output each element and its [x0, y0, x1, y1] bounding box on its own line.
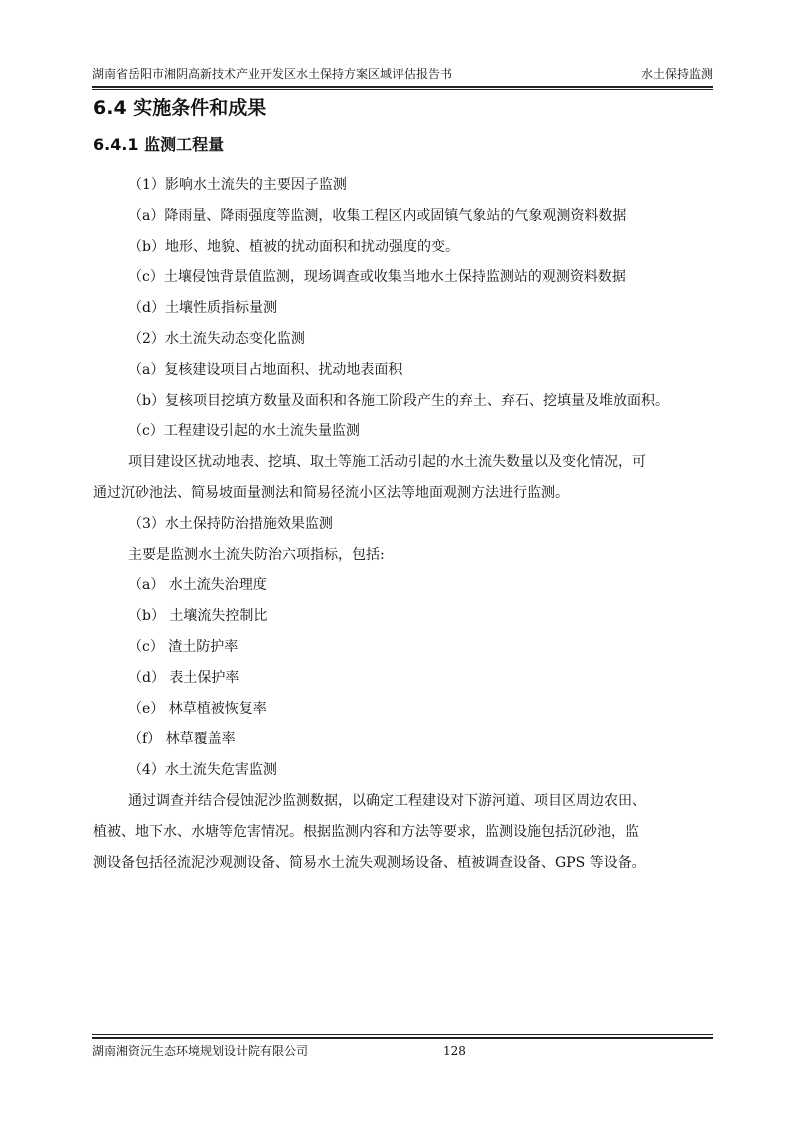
section-title: 6.4 实施条件和成果 [93, 97, 267, 119]
body-line: 通过沉砂池法、简易坡面量测法和简易径流小区法等地面观测方法进行监测。 [93, 484, 569, 501]
body-line: （e） 林草植被恢复率 [128, 700, 267, 717]
body-line: （1）影响水土流失的主要因子监测 [128, 177, 347, 193]
body-line: （c） 渣土防护率 [128, 638, 239, 655]
body-line: 测设备包括径流泥沙观测设备、简易水土流失观测场设备、植被调查设备、GPS 等设备。 [93, 854, 646, 871]
header-rule-thick [92, 86, 713, 88]
body-line: （d）土壤性质指标量测 [128, 300, 277, 317]
body-line: （c）工程建设引起的水土流失量监测 [128, 423, 360, 440]
header-rule-thin [92, 89, 713, 90]
body-line: （a）降雨量、降雨强度等监测，收集工程区内或固镇气象站的气象观测资料数据 [128, 207, 627, 224]
body-line: （3）水土保持防治措施效果监测 [128, 515, 333, 532]
footer-rule-thick [92, 1037, 713, 1039]
header-document-title: 湖南省岳阳市湘阴高新技术产业开发区水土保持方案区域评估报告书 [92, 67, 453, 81]
page-header [92, 64, 713, 84]
body-line: 主要是监测水土流失防治六项指标，包括: [128, 546, 385, 563]
body-line: （a） 水土流失治理度 [128, 577, 267, 594]
footer-rule-thin [92, 1034, 713, 1035]
subsection-title: 6.4.1 监测工程量 [93, 135, 225, 154]
body-content [93, 170, 715, 878]
body-line: （d） 表土保护率 [128, 669, 240, 686]
body-line: （2）水土流失动态变化监测 [128, 330, 305, 347]
footer-company: 湖南湘资沅生态环境规划设计院有限公司 [92, 1044, 309, 1058]
body-line: （c）土壤侵蚀背景值监测，现场调查或收集当地水土保持监测站的观测资料数据 [128, 269, 626, 286]
body-line: （4）水土流失危害监测 [128, 762, 277, 779]
body-line: 植被、地下水、水塘等危害情况。根据监测内容和方法等要求，监测设施包括沉砂池，监 [93, 823, 639, 840]
body-line: （b）复核项目挖填方数量及面积和各施工阶段产生的弃土、弃石、挖填量及堆放面积。 [128, 392, 669, 409]
header-chapter-title: 水土保持监测 [640, 67, 713, 81]
body-line: 通过调查并结合侵蚀泥沙监测数据，以确定工程建设对下游河道、项目区周边农田、 [128, 792, 646, 809]
body-line: （a）复核建设项目占地面积、扰动地表面积 [128, 361, 403, 378]
page-number: 128 [443, 1044, 466, 1058]
body-line: 项目建设区扰动地表、挖填、取土等施工活动引起的水土流失数量以及变化情况，可 [128, 454, 646, 471]
body-line: （b）地形、地貌、植被的扰动面积和扰动强度的变。 [128, 238, 459, 255]
body-line: （b） 土壤流失控制比 [128, 608, 268, 625]
body-line: （f） 林草覆盖率 [128, 731, 236, 748]
